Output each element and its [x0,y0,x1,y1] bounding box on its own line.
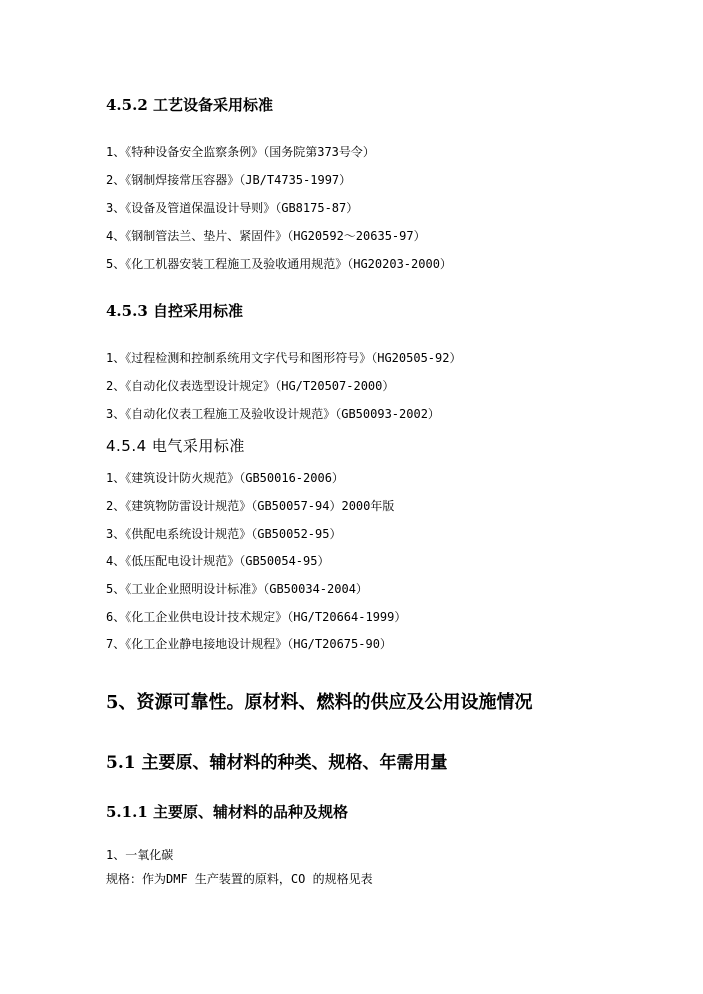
standard-item: 3、《设备及管道保温设计导则》（GB8175-87） [106,201,359,215]
standard-item: 3、《自动化仪表工程施工及验收设计规范》（GB50093-2002） [106,407,440,421]
standard-item: 2、《建筑物防雷设计规范》（GB50057-94）2000年版 [106,499,395,513]
standard-item: 5、《化工机器安装工程施工及验收通用规范》（HG20203-2000） [106,257,452,271]
heading-4-5-3: 4.5.3 自控采用标准 [106,302,243,320]
standard-item: 6、《化工企业供电设计技术规定》（HG/T20664-1999） [106,610,407,624]
standard-item: 2、《钢制焊接常压容器》（JB/T4735-1997） [106,173,352,187]
material-item: 1、一氧化碳 [106,848,174,862]
standard-item: 1、《建筑设计防火规范》（GB50016-2006） [106,471,344,485]
standard-item: 1、《特种设备安全监察条例》（国务院第373号令） [106,145,375,159]
standard-item: 4、《钢制管法兰、垫片、紧固件》（HG20592～20635-97） [106,229,426,243]
standard-item: 1、《过程检测和控制系统用文字代号和图形符号》（HG20505-92） [106,351,462,365]
heading-5-1-1: 5.1.1 主要原、辅材料的品种及规格 [106,803,348,821]
standard-item: 3、《供配电系统设计规范》（GB50052-95） [106,527,342,541]
chapter-5-heading: 5、资源可靠性。原材料、燃料的供应及公用设施情况 [106,692,533,713]
standard-item: 4、《低压配电设计规范》（GB50054-95） [106,554,330,568]
material-spec: 规格：作为DMF 生产装置的原料，CO 的规格见表 [106,872,373,886]
standard-item: 2、《自动化仪表选型设计规定》（HG/T20507-2000） [106,379,395,393]
standard-item: 5、《工业企业照明设计标准》（GB50034-2004） [106,582,368,596]
heading-4-5-2: 4.5.2 工艺设备采用标准 [106,96,273,114]
heading-4-5-4: 4.5.4 电气采用标准 [106,437,245,455]
standard-item: 7、《化工企业静电接地设计规程》（HG/T20675-90） [106,637,392,651]
heading-5-1: 5.1 主要原、辅材料的种类、规格、年需用量 [106,753,448,773]
